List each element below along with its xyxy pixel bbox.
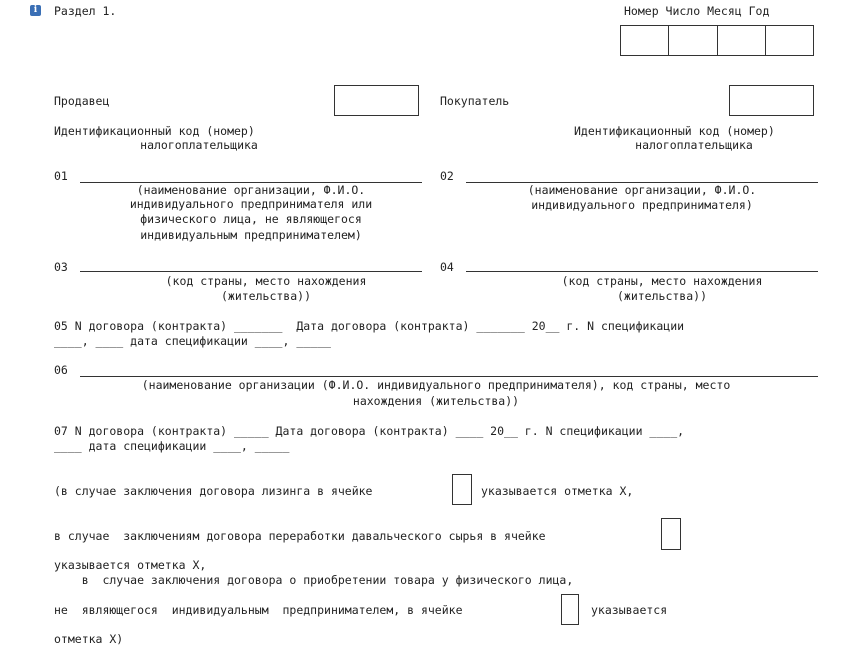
field-01-hint-2: индивидуального предпринимателя или: [129, 197, 373, 211]
field-06-line[interactable]: [80, 376, 818, 377]
day-cell[interactable]: [669, 26, 717, 55]
seller-id-label: Идентификационный код (номер): [54, 124, 255, 138]
field-01-hint-1: (наименование организации, Ф.И.О.: [136, 183, 366, 197]
field-03-hint-1: (код страны, место нахождения: [165, 274, 367, 288]
field-04-number: 04: [440, 260, 454, 274]
seller-label: Продавец: [54, 94, 110, 108]
buyer-id-label: Идентификационный код (номер): [574, 124, 775, 138]
section-title: Раздел 1.: [54, 4, 117, 18]
field-02-hint-1: (наименование организации, Ф.И.О.: [527, 183, 757, 197]
field-01-hint-4: индивидуальным предпринимателем): [140, 228, 362, 242]
note-individual-text-2: не являющегося индивидуальным предпринимателем, в ячейке: [54, 603, 463, 617]
info-icon[interactable]: i: [30, 5, 41, 16]
field-03-line[interactable]: [80, 271, 422, 272]
field-06-number: 06: [54, 363, 68, 377]
note-leasing-mark: указывается отметка X,: [481, 484, 634, 498]
field-03-hint-2: (жительства)): [220, 289, 311, 303]
leasing-checkbox[interactable]: [452, 474, 472, 505]
field-07-line-1: 07 N договора (контракта) _____ Дата договора (контракта) ____ 20__ г. N спецификации ____,: [54, 424, 685, 438]
field-05-line-1: 05 N договора (контракта) _______ Дата договора (контракта) _______ 20__ г. N спецификации: [54, 319, 685, 333]
individual-checkbox[interactable]: [561, 594, 579, 625]
note-processing-mark: указывается отметка X,: [54, 558, 207, 572]
field-01-hint-3: физического лица, не являющегося: [140, 212, 362, 226]
field-02-hint-2: индивидуального предпринимателя): [531, 198, 753, 212]
field-03-number: 03: [54, 260, 68, 274]
date-cells: [620, 25, 814, 56]
date-labels: Номер Число Месяц Год: [624, 4, 770, 18]
field-01-number: 01: [54, 169, 68, 183]
year-cell[interactable]: [766, 26, 813, 55]
buyer-label: Покупатель: [440, 94, 510, 108]
field-02-number: 02: [440, 169, 454, 183]
month-cell[interactable]: [718, 26, 766, 55]
field-04-hint-2: (жительства)): [616, 289, 707, 303]
field-04-hint-1: (код страны, место нахождения: [561, 274, 763, 288]
note-individual-text: в случае заключения договора о приобретении товара у физического лица,: [54, 573, 574, 587]
field-06-hint-1: (наименование организации (Ф.И.О. индивидуального предпринимателя), код страны, место: [141, 378, 731, 392]
note-individual-mark: указывается: [591, 603, 668, 617]
field-04-line[interactable]: [466, 271, 818, 272]
field-07-line-2: ____ дата спецификации ____, _____: [54, 439, 290, 453]
seller-id-label-2: налогоплательщика: [140, 138, 258, 152]
note-individual-end: отметка X): [54, 632, 124, 646]
processing-checkbox[interactable]: [661, 518, 681, 550]
seller-code-box[interactable]: [334, 85, 419, 116]
buyer-id-label-2: налогоплательщика: [635, 138, 753, 152]
field-06-hint-2: нахождения (жительства)): [352, 394, 520, 408]
field-05-line-2: ____, ____ дата спецификации ____, _____: [54, 334, 331, 348]
note-processing-text: в случае заключениям договора переработки давальческого сырья в ячейке: [54, 529, 546, 543]
number-cell[interactable]: [621, 26, 669, 55]
buyer-code-box[interactable]: [729, 85, 814, 116]
note-leasing-text: (в случае заключения договора лизинга в ячейке: [54, 484, 373, 498]
